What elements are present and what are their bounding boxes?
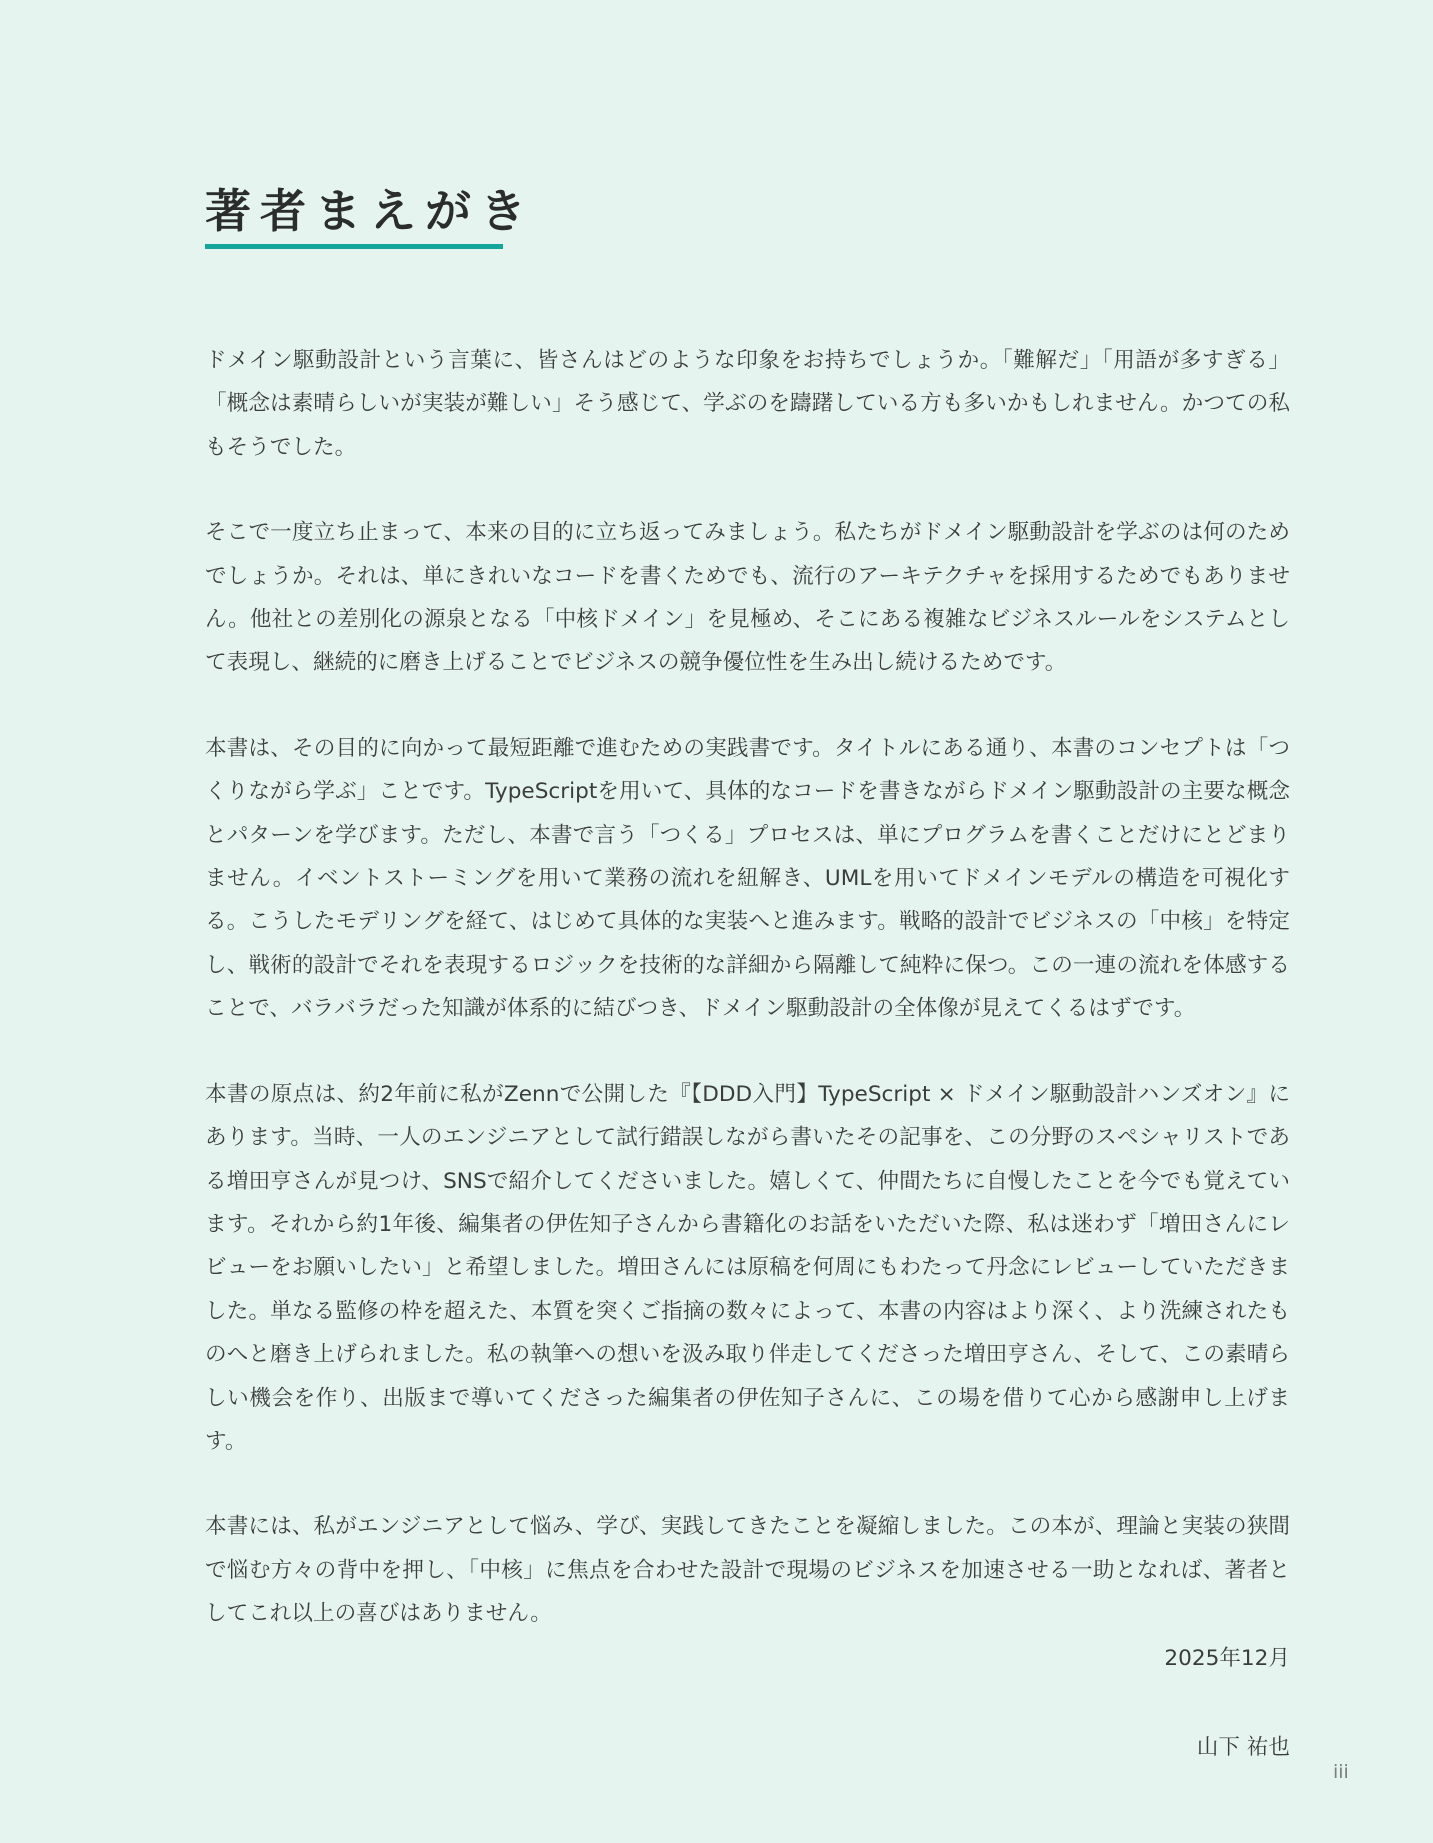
paragraph-4: 本書の原点は、約2年前に私がZennで公開した『【DDD入門】TypeScript × ドメイン駆動設計ハンズオン』にあります。当時、一人のエンジニアとして試行錯誤しながら書いたその記事を、この分野のスペシャリストである増田亨さんが見つけ、SNSで紹介してくださいました。嬉しくて、仲間たちに自慢したことを今でも覚えています。それから約1年後、編集者の伊佐知子さんから書籍化のお話をいただいた際、私は迷わず「増田さんにレビューをお願いしたい」と希望しました。増田さんには原稿を何周にもわたって丹念にレビューしていただきました。単なる監修の枠を超えた、本質を突くご指摘の数々によって、本書の内容はより深く、より洗練されたものへと磨き上げられました。私の執筆への想いを汲み取り伴走してくださった増田亨さん、そして、この素晴らしい機会を作り、出版まで導いてくださった編集者の伊佐知子さんに、この場を借りて心から感謝申し上げます。 xyxy=(205,1081,1290,1454)
date: 2025年12月 xyxy=(1164,1646,1290,1671)
paragraph-5: 本書には、私がエンジニアとして悩み、学び、実践してきたことを凝縮しました。この本が、理論と実装の狭間で悩む方々の背中を押し、「中核」に焦点を合わせた設計で現場のビジネスを加速させる一助となれば、著者としてこれ以上の喜びはありません。 xyxy=(205,1514,1290,1627)
author-name: 山下 祐也 xyxy=(1196,1735,1290,1760)
paragraph-2: そこで一度立ち止まって、本来の目的に立ち返ってみましょう。私たちがドメイン駆動設計を学ぶのは何のためでしょうか。それは、単にきれいなコードを書くためでも、流行のアーキテクチャを採用するためでもありません。他社との差別化の源泉となる「中核ドメイン」を見極め、そこにある複雑なビジネスルールをシステムとして表現し、継続的に磨き上げることでビジネスの競争優位性を生み出し続けるためです。 xyxy=(205,520,1290,676)
paragraph-1: ドメイン駆動設計という言葉に、皆さんはどのような印象をお持ちでしょうか。「難解だ」「用語が多すぎる」「概念は素晴らしいが実装が難しい」そう感じて、学ぶのを躊躇している方も多いかもしれません。かつての私もそうでした。 xyxy=(205,348,1290,460)
page-number: iii xyxy=(1333,1761,1349,1783)
paragraph-3: 本書は、その目的に向かって最短距離で進むための実践書です。タイトルにある通り、本書のコンセプトは「つくりながら学ぶ」ことです。TypeScriptを用いて、具体的なコードを書きながらドメイン駆動設計の主要な概念とパターンを学びます。ただし、本書で言う「つくる」プロセスは、単にプログラムを書くことだけにとどまりません。イベントストーミングを用いて業務の流れを紐解き、UMLを用いてドメインモデルの構造を可視化する。こうしたモデリングを経て、はじめて具体的な実装へと進みます。戦略的設計でビジネスの「中核」を特定し、戦術的設計でそれを表現するロジックを技術的な詳細から隔離して純粋に保つ。この一連の流れを体感することで、バラバラだった知識が体系的に結びつき、ドメイン駆動設計の全体像が見えてくるはずです。 xyxy=(205,735,1290,1022)
body-text xyxy=(205,339,1290,1678)
title-underline xyxy=(205,244,503,249)
document-page xyxy=(205,0,1290,1843)
title-block xyxy=(205,182,535,249)
page-title: 著者まえがき xyxy=(205,184,535,238)
